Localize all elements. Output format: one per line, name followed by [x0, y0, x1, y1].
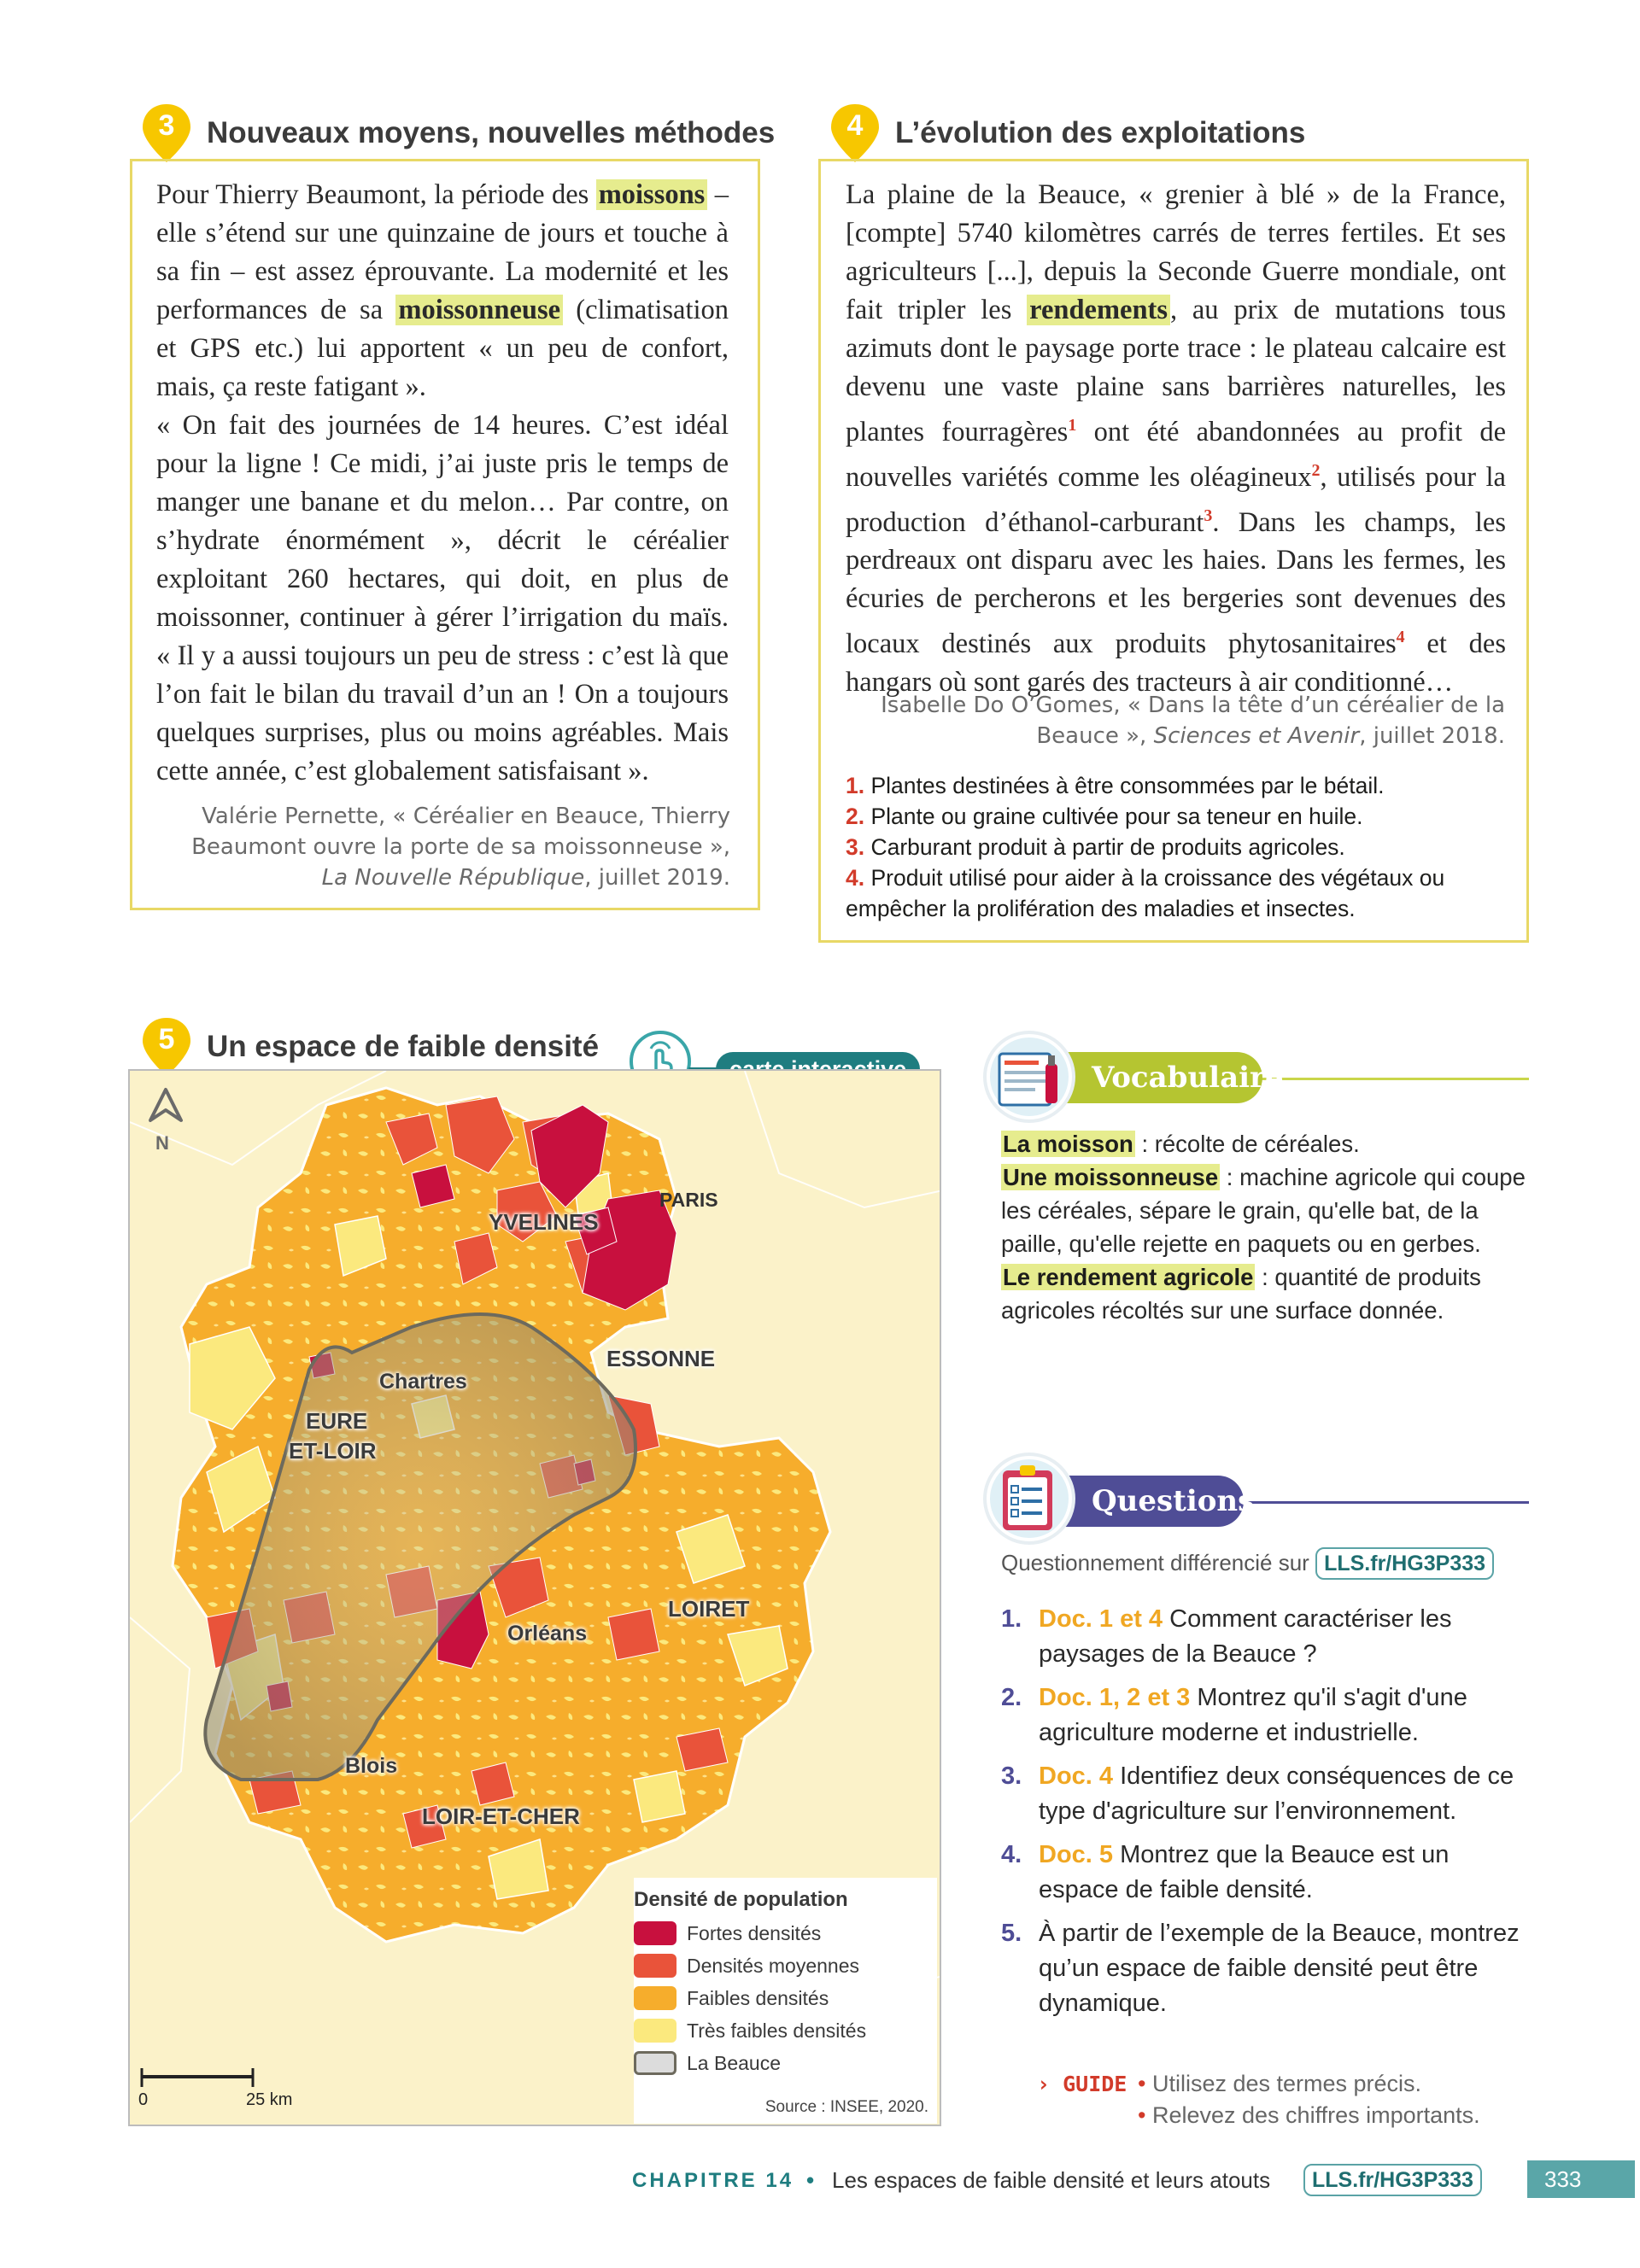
footnote-number: 1. [846, 773, 865, 798]
questions-intro: Questionnement différencié sur [1001, 1550, 1309, 1575]
doc5-number: 5 [158, 1023, 175, 1055]
label-chartres: Chartres [379, 1370, 467, 1394]
legend-item [634, 1982, 937, 2014]
doc3-text: (climatisation et GPS etc.) lui apportent « un peu de confort, mais, ça reste fatigant ». [156, 295, 729, 402]
vocab-definition: : récolte de céréales. [1134, 1131, 1360, 1157]
source-text: Isabelle Do O’Gomes, « Dans la tête d’un céréalier de la Beauce », [881, 693, 1505, 749]
questions-list [1001, 1602, 1531, 2030]
question-item [1001, 1916, 1531, 2021]
guide-label: › GUIDE [1037, 2072, 1128, 2096]
legend-label: Très faibles densités [687, 2019, 867, 2042]
legend-title: Densité de population [634, 1888, 848, 1911]
label-yvelines: YVELINES [489, 1209, 599, 1235]
guide-text: Utilisez des termes précis. [1151, 2071, 1422, 2096]
doc4-text: . Dans les champs, les perdreaux ont disparu avec les haies. Dans les fermes, les écuries de percherons et les bergeries sont devenues des locaux destinés aux produits phytosanitaires [846, 506, 1506, 660]
doc3-source [171, 801, 730, 893]
doc3-text: – elle s’étend sur une quinzaine de jours et touche à sa fin – est assez éprouvante. La modernité et les performances de sa [156, 179, 729, 325]
doc4-text: , au prix de mutations tous azimuts dont le paysage porte trace : le plateau calcaire est devenu une vaste plaine sans barrières naturelles, les plantes fourragères [846, 295, 1506, 447]
doc4-number: 4 [846, 109, 864, 142]
question-item [1001, 1602, 1531, 1672]
doc4-text: et des hangars où sont garés des tracteurs à air conditionné… [846, 628, 1506, 699]
question-text: Comment caractériser les paysages de la Beauce ? [1039, 1605, 1452, 1668]
questions-banner: Questions [989, 1476, 1244, 1527]
question-item [1001, 1759, 1531, 1829]
doc4-text: ont été abandonnées au profit de nouvelles variétés comme les oléagineux [846, 416, 1507, 493]
north-label: N [155, 1132, 169, 1154]
source-publication: La Nouvelle République [321, 865, 585, 891]
highlight-rendements: rendements [1027, 295, 1170, 325]
vocab-term: Le rendement agricole [1003, 1264, 1254, 1290]
footer [632, 2166, 1640, 2203]
footnote [846, 862, 1503, 924]
vocab-list [1001, 1127, 1531, 1327]
vocab-term: La moisson [1003, 1131, 1133, 1157]
map-legend [634, 1878, 937, 2124]
legend-item [634, 2047, 937, 2079]
source-publication: Sciences et Avenir [1153, 723, 1360, 749]
label-eure-1: EURE [306, 1408, 368, 1434]
vocab-item [1001, 1160, 1531, 1260]
footer-bullet: • [806, 2167, 815, 2193]
questions-link[interactable]: LLS.fr/HG3P333 [1315, 1547, 1494, 1580]
guide-item: • Utilisez des termes précis. [1138, 2071, 1422, 2096]
legend-swatch [634, 1954, 676, 1978]
question-number: 3. [1001, 1762, 1022, 1790]
footnote-ref: 3 [1204, 506, 1213, 525]
guide-text: Relevez des chiffres importants. [1151, 2102, 1480, 2128]
legend-label: Fortes densités [687, 1921, 822, 1944]
doc4-footnotes [846, 770, 1503, 924]
footnote-text: Carburant produit à partir de produits agricoles. [864, 834, 1345, 860]
scale-zero: 0 [138, 2090, 149, 2109]
question-item [1001, 1838, 1531, 1908]
legend-label: La Beauce [687, 2051, 781, 2074]
scale-km: 25 km [246, 2090, 293, 2109]
footnote-number: 2. [846, 804, 865, 829]
footnote [846, 801, 1503, 832]
question-text: Montrez qu'il s'agit d'une agriculture moderne et industrielle. [1039, 1684, 1467, 1746]
question-doc-ref: Doc. 1, 2 et 3 [1039, 1684, 1191, 1711]
question-doc-ref: Doc. 4 [1039, 1762, 1114, 1790]
question-number: 4. [1001, 1841, 1022, 1868]
doc5-title: Un espace de faible densité [207, 1030, 600, 1063]
footnote [846, 770, 1503, 801]
footnote-text: Produit utilisé pour aider à la croissance des végétaux ou empêcher la prolifération des maladies et insectes. [846, 865, 1445, 921]
footnote-ref: 2 [1311, 460, 1321, 480]
label-eure-2: ET-LOIR [289, 1438, 377, 1464]
vocab-definition: : machine agricole qui coupe les céréales, sépare le grain, qu'elle bat, de la paille, qu'elle rejette en paquets ou en gerbes. [1001, 1164, 1526, 1257]
vocab-term: Une moissonneuse [1003, 1164, 1219, 1190]
map-source: Source : INSEE, 2020. [764, 2098, 928, 2116]
scale-bar [142, 2068, 253, 2087]
source-date: , juillet 2018. [1359, 723, 1505, 749]
question-text: À partir de l’exemple de la Beauce, montrez qu’un espace de faible densité peut être dynamique. [1039, 1920, 1520, 2017]
question-text: Montrez que la Beauce est un espace de faible densité. [1039, 1841, 1450, 1903]
source-text: Valérie Pernette, « Céréalier en Beauce, Thierry Beaumont ouvre la porte de sa moissonneuse », [191, 804, 730, 860]
footnote-text: Plante ou graine cultivée pour sa teneur en huile. [864, 804, 1363, 829]
doc4-paragraph [846, 176, 1506, 702]
legend-label: Densités moyennes [687, 1954, 859, 1977]
north-arrow-icon [150, 1090, 181, 1120]
highlight-moissons: moissons [596, 179, 708, 210]
checklist-questions-icon [982, 1452, 1076, 1546]
doc3-text: Pour Thierry Beaumont, la période des [156, 179, 596, 210]
legend-item [634, 1949, 937, 1982]
footnote-ref: 1 [1068, 416, 1077, 435]
doc4-source [854, 690, 1505, 751]
doc3-title: Nouveaux moyens, nouvelles méthodes [207, 116, 776, 149]
vocab-banner: Vocabulaire [989, 1052, 1262, 1103]
doc4-title: L’évolution des exploitations [895, 116, 1306, 149]
footnote-ref: 4 [1396, 628, 1405, 647]
label-loiret: LOIRET [668, 1596, 750, 1622]
guide [1037, 2068, 1541, 2131]
question-text: Identifiez deux conséquences de ce type d'agriculture sur l’environnement. [1039, 1762, 1514, 1825]
vocab-definition: : quantité de produits agricoles récoltés sur une surface donnée. [1001, 1264, 1481, 1324]
legend-swatch [634, 2019, 676, 2043]
doc3-number: 3 [158, 109, 175, 142]
footer-page-number: 333 [1527, 2160, 1635, 2198]
legend-item [634, 2014, 937, 2047]
footer-title: Les espaces de faible densité et leurs atouts [832, 2167, 1271, 2193]
footer-link[interactable]: LLS.fr/HG3P333 [1303, 2164, 1482, 2196]
doc4-text: , utilisés pour la production d’éthanol-carburant [846, 461, 1506, 538]
footnote-text: Plantes destinées à être consommées par le bétail. [864, 773, 1385, 798]
legend-swatch [634, 2051, 676, 2075]
density-map [128, 1069, 941, 2126]
legend-item [634, 1917, 937, 1949]
doc4-text: La plaine de la Beauce, « grenier à blé » de la France, [compte] 5740 kilomètres carrés de terres fertiles. Et ses agriculteurs [...], depuis la Seconde Guerre mondiale, ont fait tripler les [846, 179, 1506, 325]
vocab-item [1001, 1127, 1531, 1160]
guide-item: • Relevez des chiffres importants. [1138, 2102, 1480, 2128]
footnote [846, 832, 1503, 862]
source-date: , juillet 2019. [584, 865, 730, 891]
doc3-paragraph-1 [156, 176, 729, 406]
footer-chapter: CHAPITRE 14 [632, 2169, 794, 2192]
question-doc-ref: Doc. 1 et 4 [1039, 1605, 1163, 1633]
label-blois: Blois [345, 1754, 398, 1778]
question-number: 5. [1001, 1920, 1022, 1947]
question-item [1001, 1681, 1531, 1751]
highlight-moissonneuse: moissonneuse [395, 295, 563, 325]
question-doc-ref: Doc. 5 [1039, 1841, 1114, 1868]
footnote-number: 4. [846, 865, 865, 891]
vocab-item [1001, 1260, 1531, 1327]
label-paris: PARIS [659, 1189, 718, 1211]
legend-swatch [634, 1986, 676, 2010]
question-number: 2. [1001, 1684, 1022, 1711]
footnote-number: 3. [846, 834, 865, 860]
differentiated-questions-line [1001, 1547, 1531, 1580]
doc3-paragraph-2: « On fait des journées de 14 heures. C’est idéal pour la ligne ! Ce midi, j’ai juste pris le temps de manger une banane et du melon… Par contre, on s’hydrate énormément », décrit le céréalier exploitant 260 hectares, qui doit, en plus de moissonner, continuer à gérer l’irrigation du maïs. « Il y a aussi toujours un peu de stress : c’est là que l’on fait le bilan du travail d’un an ! On a toujours quelques surprises, plus ou moins agréables. Mais cette année, c’est globalement satisfaisant ». [156, 410, 729, 786]
legend-swatch [634, 1921, 676, 1945]
legend-label: Faibles densités [687, 1986, 829, 2009]
question-number: 1. [1001, 1605, 1022, 1633]
clipboard-vocab-icon [982, 1030, 1076, 1124]
label-orleans: Orléans [507, 1622, 588, 1645]
label-loir-et-cher: LOIR-ET-CHER [422, 1803, 580, 1829]
label-essonne: ESSONNE [606, 1346, 716, 1371]
